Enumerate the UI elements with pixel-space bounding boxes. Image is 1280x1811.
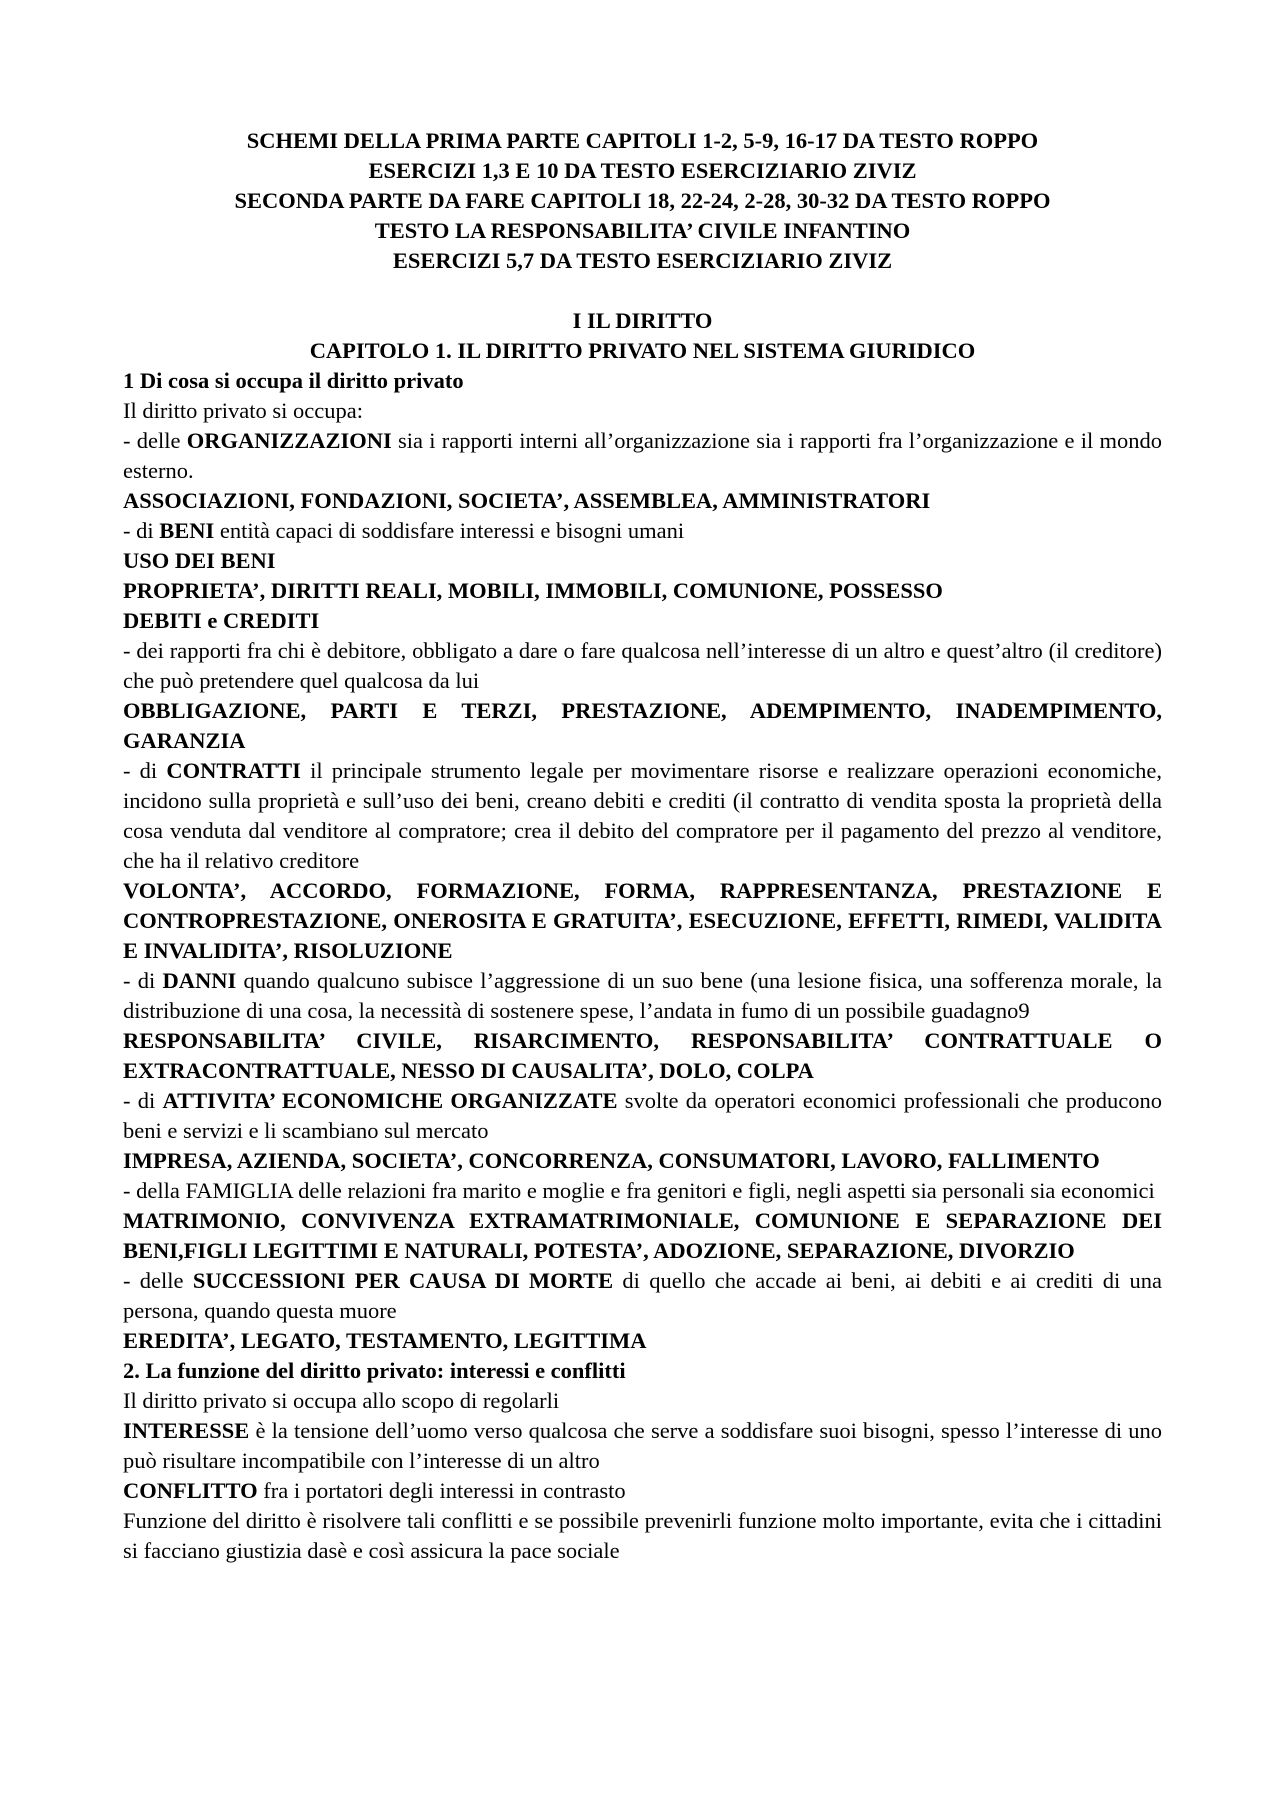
term: ATTIVITA’ ECONOMICHE ORGANIZZATE [162, 1088, 618, 1113]
paragraph-funzione: Funzione del diritto è risolvere tali conflitti e se possibile prevenirli funzione molto importante, evita che i cittadini si facciano giustizia dasè e così assicura la pace sociale [123, 1508, 1162, 1563]
keywords: PROPRIETA’, DIRITTI REALI, MOBILI, IMMOBILI, COMUNIONE, POSSESSO [123, 578, 943, 603]
paragraph-beni [123, 516, 1162, 546]
paragraph: Il diritto privato si occupa: [123, 398, 363, 423]
spacer [123, 276, 1162, 306]
header-line: SECONDA PARTE DA FARE CAPITOLI 18, 22-24, 2-28, 30-32 DA TESTO ROPPO [234, 188, 1051, 213]
header-line: ESERCIZI 1,3 E 10 DA TESTO ESERCIZIARIO ZIVIZ [368, 158, 917, 183]
chapter-title: CAPITOLO 1. IL DIRITTO PRIVATO NEL SISTEMA GIURIDICO [309, 338, 976, 363]
keywords: RESPONSABILITA’ CIVILE, RISARCIMENTO, RESPONSABILITA’ CONTRATTUALE O EXTRACONTRATTUALE, NESSO DI CAUSALITA’, DOLO, COLPA [123, 1028, 1162, 1083]
paragraph-organizzazioni [123, 426, 1162, 486]
keywords: DEBITI e CREDITI [123, 608, 320, 633]
header-line: TESTO LA RESPONSABILITA’ CIVILE INFANTINO [374, 218, 911, 243]
term: CONFLITTO [123, 1478, 258, 1503]
text-span: - di [123, 1088, 163, 1113]
text-span: - di [123, 518, 160, 543]
text-span: fra i portatori degli interessi in contrasto [257, 1478, 626, 1503]
text-span: entità capaci di soddisfare interessi e bisogni umani [214, 518, 685, 543]
keywords: EREDITA’, LEGATO, TESTAMENTO, LEGITTIMA [123, 1328, 647, 1353]
term: INTERESSE [123, 1418, 250, 1443]
paragraph-successioni [123, 1266, 1162, 1326]
paragraph-conflitto [123, 1476, 1162, 1506]
text-span: quando qualcuno subisce l’aggressione di un suo bene (una lesione fisica, una sofferenza morale, la distribuzione di una cosa, la necessità di sostenere spese, l’andata in fumo di un possibile guadagno9 [123, 968, 1163, 1023]
keywords: MATRIMONIO, CONVIVENZA EXTRAMATRIMONIALE, COMUNIONE E SEPARAZIONE DEI BENI,FIGLI LEGITTIMI E NATURALI, POTESTA’, ADOZIONE, SEPARAZIONE, DIVORZIO [123, 1208, 1162, 1263]
paragraph-danni [123, 966, 1162, 1026]
paragraph-contratti [123, 756, 1162, 876]
term: BENI [159, 518, 215, 543]
paragraph-famiglia: - della FAMIGLIA delle relazioni fra marito e moglie e fra genitori e figli, negli aspetti sia personali sia economici [123, 1178, 1155, 1203]
text-span: è la tensione dell’uomo verso qualcosa che serve a soddisfare suoi bisogni, spesso l’interesse di uno può risultare incompatibile con l’interesse di un altro [123, 1418, 1162, 1473]
keywords: VOLONTA’, ACCORDO, FORMAZIONE, FORMA, RAPPRESENTANZA, PRESTAZIONE E CONTROPRESTAZIONE, ONEROSITA E GRATUITA’, ESECUZIONE, EFFETTI, RIMEDI, VALIDITA E INVALIDITA’, RISOLUZIONE [123, 878, 1162, 963]
text-span: - delle [123, 1268, 193, 1293]
paragraph-attivita [123, 1086, 1162, 1146]
keywords: IMPRESA, AZIENDA, SOCIETA’, CONCORRENZA, CONSUMATORI, LAVORO, FALLIMENTO [123, 1148, 1100, 1173]
paragraph-rapporti: - dei rapporti fra chi è debitore, obbligato a dare o fare qualcosa nell’interesse di un altro e quest’altro (il creditore) che può pretendere quel qualcosa da lui [123, 638, 1162, 693]
text-span: di quello che accade ai beni, ai debiti e ai crediti di una persona, quando questa muore [123, 1268, 1162, 1323]
keywords: ASSOCIAZIONI, FONDAZIONI, SOCIETA’, ASSEMBLEA, AMMINISTRATORI [123, 488, 931, 513]
term: ORGANIZZAZIONI [186, 428, 392, 453]
text-span: sia i rapporti interni all’organizzazione sia i rapporti fra l’organizzazione e il mondo esterno. [123, 428, 1162, 483]
text-span: il principale strumento legale per movimentare risorse e realizzare operazioni economiche, incidono sulla proprietà e sull’uso dei beni, creano debiti e crediti (il contratto di vendita sposta la proprietà della cosa venduta dal venditore al compratore; crea il debito del compratore per il pagamento del prezzo al venditore, che ha il relativo creditore [123, 758, 1162, 873]
paragraph: Il diritto privato si occupa allo scopo di regolarli [123, 1388, 560, 1413]
text-span: - di [123, 758, 167, 783]
term: SUCCESSIONI PER CAUSA DI MORTE [192, 1268, 614, 1293]
text-span: svolte da operatori economici professionali che producono beni e servizi e li scambiano sul mercato [123, 1088, 1162, 1143]
keywords: USO DEI BENI [123, 548, 276, 573]
header-line: ESERCIZI 5,7 DA TESTO ESERCIZIARIO ZIVIZ [392, 248, 893, 273]
term: DANNI [162, 968, 237, 993]
text-span: - di [123, 968, 163, 993]
section-heading: 1 Di cosa si occupa il diritto privato [123, 368, 464, 393]
document-header [123, 126, 1162, 276]
term: CONTRATTI [166, 758, 301, 783]
paragraph-interesse [123, 1416, 1162, 1476]
header-line: SCHEMI DELLA PRIMA PARTE CAPITOLI 1-2, 5-9, 16-17 DA TESTO ROPPO [246, 128, 1039, 153]
part-title: I IL DIRITTO [572, 308, 713, 333]
keywords: OBBLIGAZIONE, PARTI E TERZI, PRESTAZIONE, ADEMPIMENTO, INADEMPIMENTO, GARANZIA [123, 698, 1162, 753]
section-heading: 2. La funzione del diritto privato: interessi e conflitti [123, 1358, 626, 1383]
text-span: - delle [123, 428, 187, 453]
